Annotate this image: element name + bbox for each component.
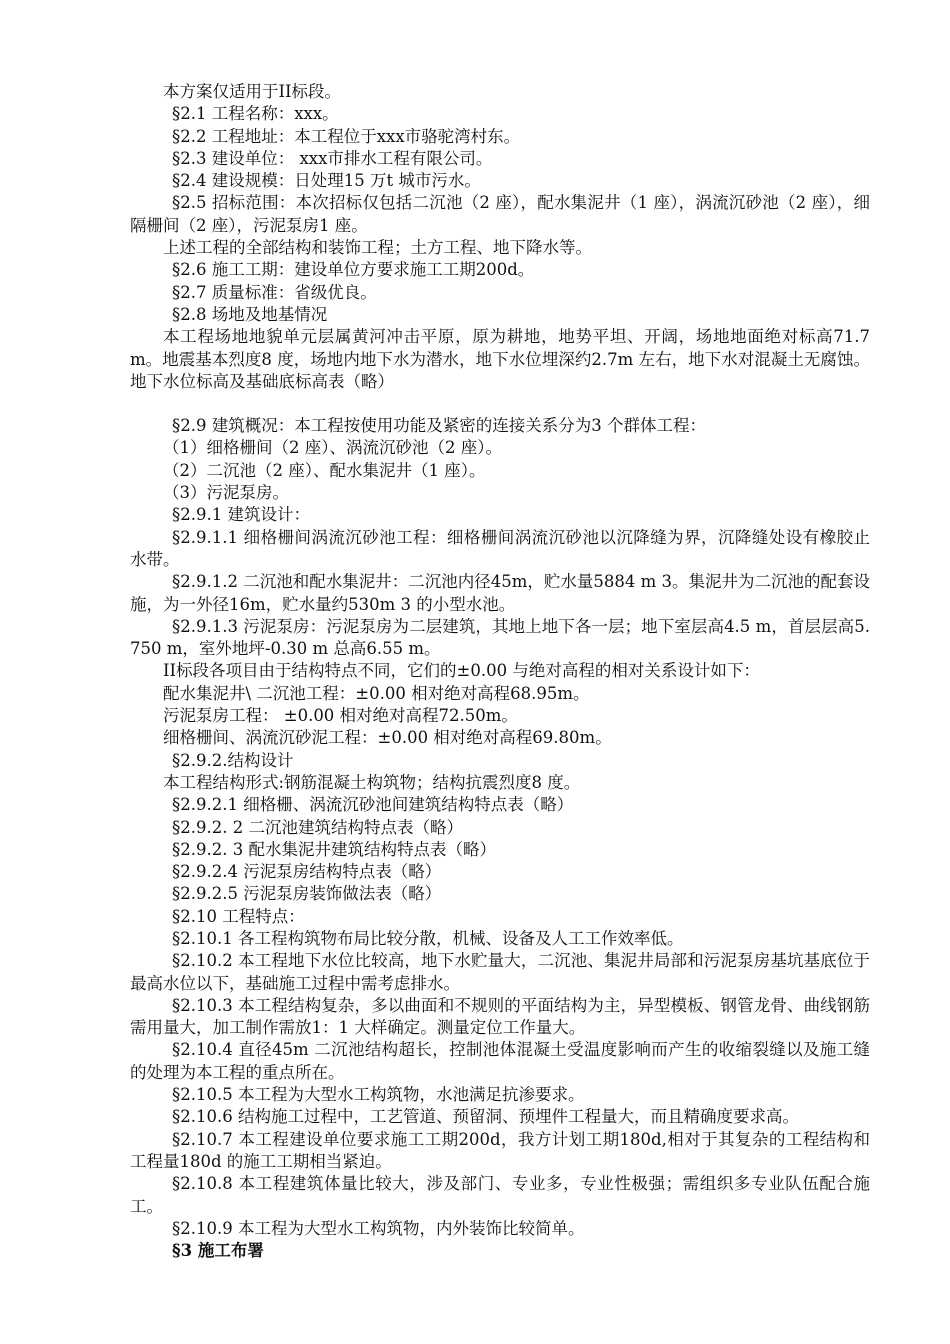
group-item-2: （2）二沉池（2 座）、配水集泥井（1 座）。 [163, 460, 486, 480]
site-heading: §2.8 场地及地基情况 [172, 304, 328, 324]
design-item-2913: §2.9.1.3 污泥泵房：污泥泵房为二层建筑，其地上地下各一层；地下室层高4.5 m，首层层高5.750 m，室外地坪-0.30 m 总高6.55 m。 [130, 616, 870, 659]
quality-standard: §2.7 质量标准：省级优良。 [172, 282, 377, 302]
group-item-3: （3）污泥泵房。 [163, 483, 289, 503]
bid-scope: §2.5 招标范围：本次招标仅包括二沉池（2 座），配水集泥井（1 座），涡流沉砂池（2 座），细隔栅间（2 座），污泥泵房1 座。 [130, 193, 870, 235]
structure-item-2923: §2.9.2. 3 配水集泥井建筑结构特点表（略） [172, 839, 496, 859]
project-address: §2.2 工程地址：本工程位于xxx市骆驼湾村东。 [172, 126, 521, 146]
structure-design-heading: §2.9.2.结构设计 [172, 750, 294, 770]
feature-2109: §2.10.9 本工程为大型水工构筑物，内外装饰比较简单。 [172, 1218, 585, 1238]
feature-2101: §2.10.1 各工程构筑物布局比较分散，机械、设备及人工工作效率低。 [172, 928, 684, 948]
blank-line [130, 393, 870, 415]
elevation-item-2: 污泥泵房工程： ±0.00 相对绝对高程72.50m。 [163, 706, 518, 726]
feature-2107: §2.10.7 本工程建设单位要求施工工期200d，我方计划工期180d,相对于其复杂的工程结构和工程量180d 的施工工期相当紧迫。 [130, 1129, 870, 1171]
feature-2102: §2.10.2 本工程地下水位比较高，地下水贮量大，二沉池、集泥井局部和污泥泵房基坑基底位于最高水位以下，基础施工过程中需考虑排水。 [130, 951, 870, 993]
feature-2106: §2.10.6 结构施工过程中，工艺管道、预留洞、预埋件工程量大，而且精确度要求高。 [172, 1107, 799, 1127]
group-item-1: （1）细格栅间（2 座）、涡流沉砂池（2 座）。 [163, 438, 502, 458]
structure-form: 本工程结构形式:钢筋混凝土构筑物；结构抗震烈度8 度。 [163, 772, 581, 792]
construction-unit: §2.3 建设单位： xxx市排水工程有限公司。 [172, 148, 493, 168]
architecture-design-heading: §2.9.1 建筑设计： [172, 505, 310, 525]
structure-item-2925: §2.9.2.5 污泥泵房装饰做法表（略） [172, 884, 442, 904]
elevation-item-1: 配水集泥井\ 二沉池工程：±0.00 相对绝对高程68.95m。 [163, 683, 590, 703]
construction-period: §2.6 施工工期：建设单位方要求施工工期200d。 [172, 260, 535, 280]
construction-scale: §2.4 建设规模：日处理15 万t 城市污水。 [172, 171, 481, 191]
design-item-2912: §2.9.1.2 二沉池和配水集泥井：二沉池内径45m，贮水量5884 m 3。集泥井为二沉池的配套设施，为一外径16m，贮水量约530m 3 的小型水池。 [130, 572, 870, 614]
scope-note: 本方案仅适用于II标段。 [163, 82, 342, 101]
feature-2108: §2.10.8 本工程建筑体量比较大，涉及部门、专业多，专业性极强；需组织多专业队伍配合施工。 [130, 1174, 870, 1216]
section-3-heading: §3 施工布署 [172, 1241, 264, 1261]
structure-item-2924: §2.9.2.4 污泥泵房结构特点表（略） [172, 862, 442, 882]
elevation-item-3: 细格栅间、涡流沉砂泥工程：±0.00 相对绝对高程69.80m。 [163, 728, 612, 748]
feature-2103: §2.10.3 本工程结构复杂，多以曲面和不规则的平面结构为主，异型模板、钢管龙骨、曲线钢筋需用量大，加工制作需放1：1 大样确定。测量定位工作量大。 [130, 995, 870, 1038]
design-item-2911: §2.9.1.1 细格栅间涡流沉砂池工程：细格栅间涡流沉砂池以沉降缝为界，沉降缝处设有橡胶止水带。 [130, 527, 870, 569]
building-overview: §2.9 建筑概况：本工程按使用功能及紧密的连接关系分为3 个群体工程： [172, 416, 706, 436]
structure-item-2921: §2.9.2.1 细格栅、涡流沉砂池间建筑结构特点表（略） [172, 795, 574, 815]
feature-2104: §2.10.4 直径45m 二沉池结构超长，控制池体混凝土受温度影响而产生的收缩裂缝以及施工缝的处理为本工程的重点所在。 [130, 1040, 870, 1082]
feature-2105: §2.10.5 本工程为大型水工构筑物，水池满足抗渗要求。 [172, 1085, 585, 1105]
structure-item-2922: §2.9.2. 2 二沉池建筑结构特点表（略） [172, 817, 463, 837]
bid-scope-note: 上述工程的全部结构和装饰工程；土方工程、地下降水等。 [163, 238, 592, 258]
project-name: §2.1 工程名称：xxx。 [172, 104, 339, 124]
site-description: 本工程场地地貌单元层属黄河冲击平原，原为耕地，地势平坦、开阔，场地地面绝对标高71.7 m。地震基本烈度8 度，场地内地下水为潜水，地下水位埋深约2.7m 左右，地下水对混凝土无腐蚀。地下水位标高及基础底标高表（略） [130, 327, 870, 391]
elevation-intro: II标段各项目由于结构特点不同，它们的±0.00 与绝对高程的相对关系设计如下： [163, 661, 760, 681]
features-heading: §2.10 工程特点： [172, 906, 305, 926]
document-body [130, 81, 870, 1262]
